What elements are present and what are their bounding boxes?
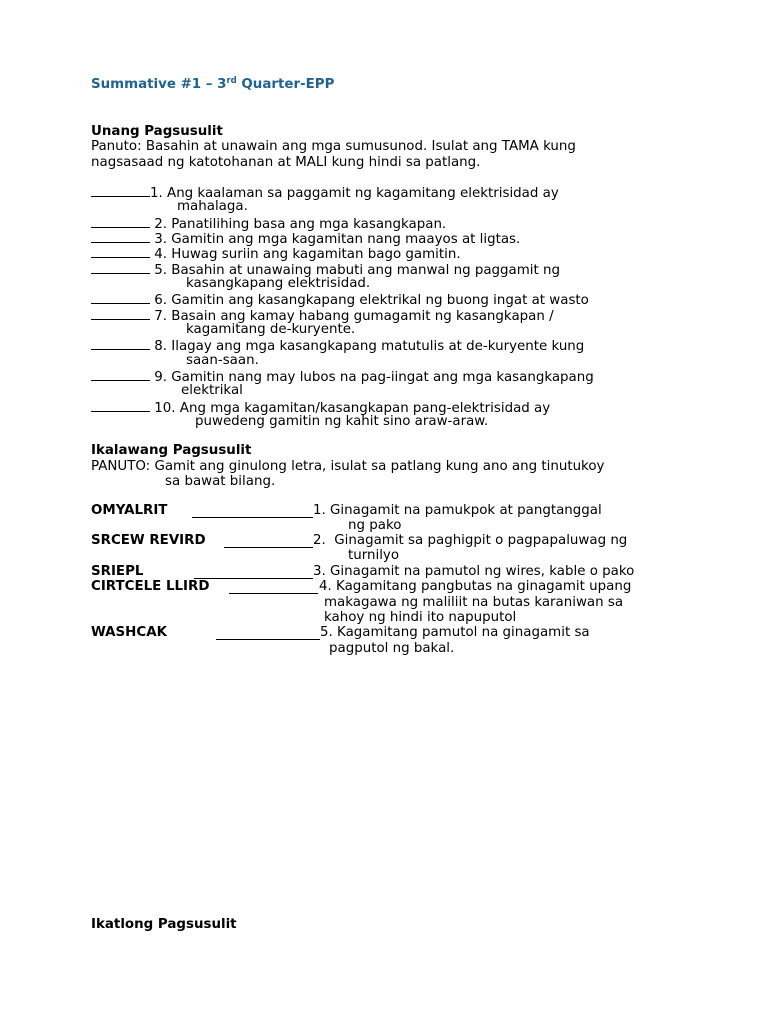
item-text-cont: makagawa ng maliliit na butas karaniwan sa: [324, 595, 624, 610]
scrambled-word: WASHCAK: [91, 625, 167, 640]
list-item: [91, 184, 559, 202]
answer-blank[interactable]: [91, 184, 150, 197]
item-text: 3. Gamitin ang mga kagamitan nang maayos at ligtas.: [150, 232, 521, 247]
item-text-cont: puwedeng gamitin ng kahit sino araw-araw.: [195, 414, 489, 429]
scrambled-word: SRCEW REVIRD: [91, 533, 206, 548]
item-text-cont: elektrikal: [181, 383, 243, 398]
title-superscript: rd: [226, 76, 237, 86]
item-text-cont: pagputol ng bakal.: [329, 641, 455, 656]
item-text-cont: kagamitang de-kuryente.: [186, 322, 356, 337]
answer-blank[interactable]: [91, 307, 150, 320]
item-text: 8. Ilagay ang mga kasangkapang matutulis at de-kuryente kung: [150, 339, 585, 354]
part1-instruction-line1: Panuto: Basahin at unawain ang mga sumusunod. Isulat ang TAMA kung: [91, 139, 576, 154]
part2-instruction-line1: PANUTO: Gamit ang ginulong letra, isulat sa patlang kung ano ang tinutukoy: [91, 459, 605, 474]
title-suffix: Quarter-EPP: [236, 77, 335, 92]
scrambled-word: CIRTCELE LLIRD: [91, 579, 210, 594]
item-text-cont: kahoy ng hindi ito napuputol: [324, 610, 517, 625]
item-text: 7. Basain ang kamay habang gumagamit ng kasangkapan /: [150, 309, 554, 324]
scrambled-word: SRIEPL: [91, 564, 144, 579]
answer-blank[interactable]: [91, 337, 150, 350]
item-text-cont: turnilyo: [348, 548, 400, 563]
answer-blank[interactable]: [91, 291, 150, 304]
item-text: 10. Ang mga kagamitan/kasangkapan pang-elektrisidad ay: [150, 401, 551, 416]
list-item: [91, 337, 584, 355]
answer-blank[interactable]: [91, 245, 150, 258]
item-text-cont: saan-saan.: [186, 353, 259, 368]
part1-heading: Unang Pagsusulit: [91, 124, 223, 139]
item-text: 2. Panatilihing basa ang mga kasangkapan.: [150, 217, 447, 232]
item-text-cont: ng pako: [348, 518, 402, 533]
item-text-cont: mahalaga.: [177, 199, 248, 214]
item-text: 1. Ginagamit na pamukpok at pangtanggal: [313, 503, 602, 518]
answer-blank[interactable]: [224, 535, 313, 548]
item-text: 5. Basahin at unawaing mabuti ang manwal ng paggamit ng: [150, 263, 561, 278]
list-item: [91, 291, 589, 309]
answer-blank[interactable]: [91, 399, 150, 412]
title-prefix: Summative #1 – 3: [91, 77, 227, 92]
item-text: 9. Gamitin nang may lubos na pag-iingat ang mga kasangkapang: [150, 370, 594, 385]
item-text: 1. Ang kaalaman sa paggamit ng kagamitang elektrisidad ay: [150, 186, 559, 201]
part2-heading: Ikalawang Pagsusulit: [91, 443, 252, 458]
item-text: 3. Ginagamit na pamutol ng wires, kable o pako: [313, 564, 635, 579]
list-item: [91, 368, 594, 386]
answer-blank[interactable]: [91, 368, 150, 381]
answer-blank[interactable]: [216, 627, 320, 640]
answer-blank[interactable]: [194, 566, 313, 579]
part1-instruction-line2: nagsasaad ng katotohanan at MALI kung hindi sa patlang.: [91, 155, 481, 170]
item-text: 5. Kagamitang pamutol na ginagamit sa: [320, 625, 590, 640]
item-text: 4. Kagamitang pangbutas na ginagamit upang: [319, 579, 632, 594]
part2-instruction-line2: sa bawat bilang.: [165, 474, 276, 489]
item-text: 2. Ginagamit sa paghigpit o pagpapaluwag ng: [313, 533, 628, 548]
list-item: [91, 245, 461, 263]
item-text-cont: kasangkapang elektrisidad.: [186, 276, 371, 291]
answer-blank[interactable]: [91, 215, 150, 228]
item-text: 4. Huwag suriin ang kagamitan bago gamitin.: [150, 247, 461, 262]
page-title: [91, 77, 334, 93]
answer-blank[interactable]: [91, 230, 150, 243]
item-text: 6. Gamitin ang kasangkapang elektrikal ng buong ingat at wasto: [150, 293, 589, 308]
answer-blank[interactable]: [192, 505, 313, 518]
part3-heading: Ikatlong Pagsusulit: [91, 917, 237, 932]
answer-blank[interactable]: [229, 581, 318, 594]
answer-blank[interactable]: [91, 261, 150, 274]
scrambled-word: OMYALRIT: [91, 503, 168, 518]
